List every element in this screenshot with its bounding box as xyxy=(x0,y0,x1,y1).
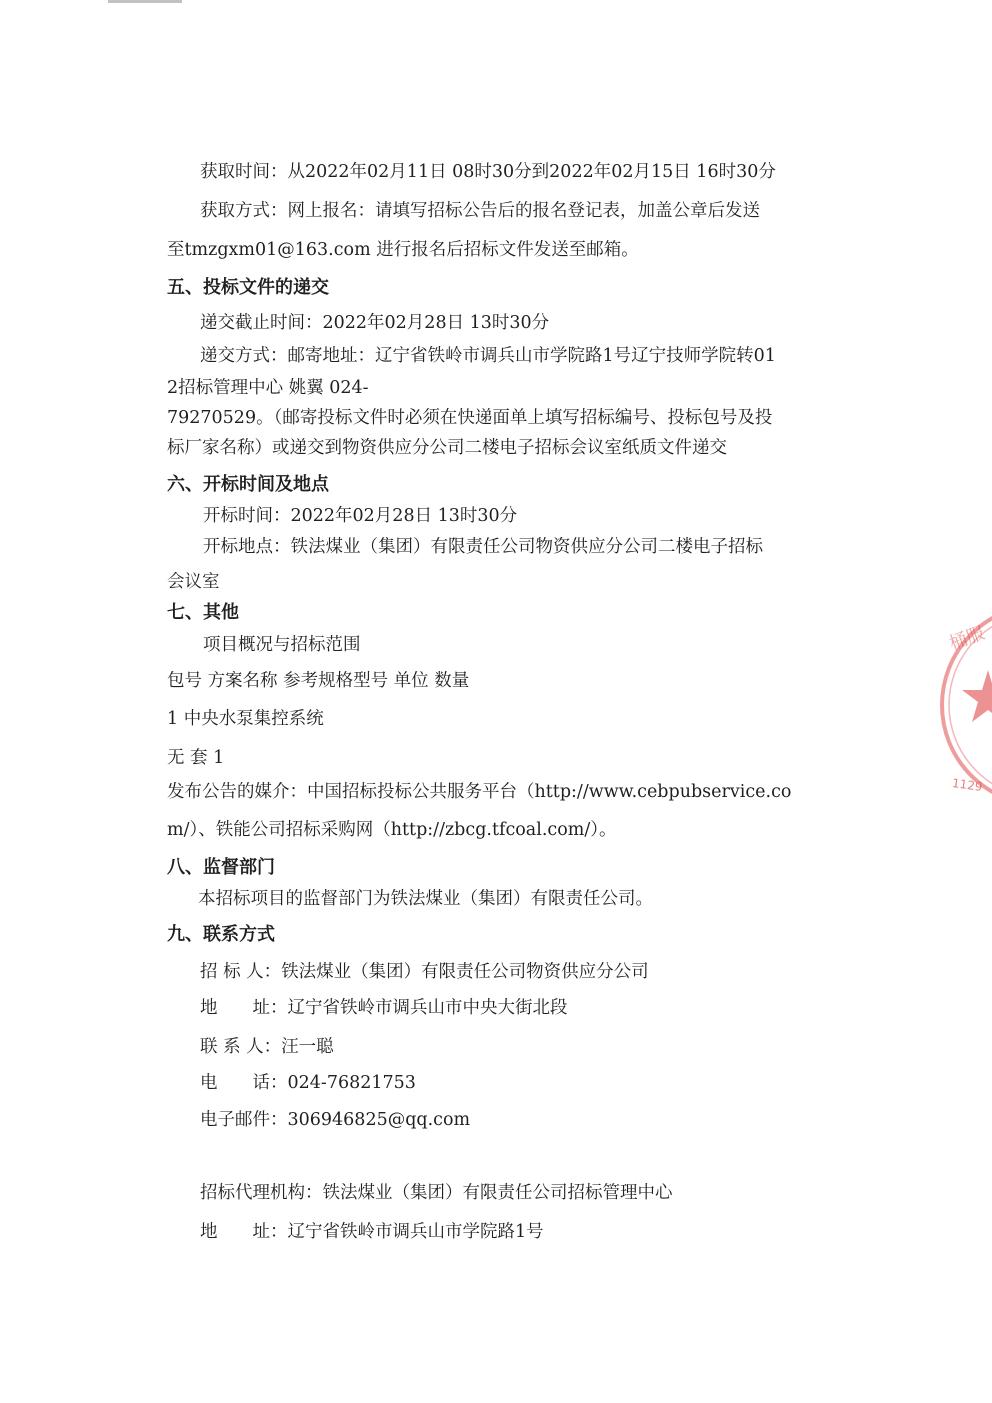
submission-method-line3: 79270529。（邮寄投标文件时必须在快递面单上填写招标编号、投标包号及投 xyxy=(167,408,773,428)
svg-text:桶服: 桶服 xyxy=(946,622,988,655)
address-row xyxy=(200,996,568,1020)
submission-method-line2: 2招标管理中心 姚翼 024- xyxy=(167,378,369,398)
agency-address-label: 地 址： xyxy=(200,1222,288,1242)
section-heading-contact: 九、联系方式 xyxy=(167,924,275,945)
section-heading-other: 七、其他 xyxy=(167,602,239,623)
package-row-2: 无 套 1 xyxy=(167,748,225,768)
acquire-method-line2: 至tmzgxm01@163.com 进行报名后招标文件发送至邮箱。 xyxy=(167,240,639,260)
media-line1: 发布公告的媒介：中国招标投标公共服务平台（http://www.cebpubservice.co xyxy=(167,782,792,802)
phone-row xyxy=(200,1071,416,1095)
agency-address-value: 辽宁省铁岭市调兵山市学院路1号 xyxy=(287,1222,544,1242)
section-heading-opening: 六、开标时间及地点 xyxy=(167,474,329,495)
opening-place-line2: 会议室 xyxy=(167,572,220,592)
section-heading-supervision: 八、监督部门 xyxy=(167,857,275,878)
submission-deadline: 递交截止时间：2022年02月28日 13时30分 xyxy=(200,313,550,333)
scan-artifact xyxy=(108,0,182,3)
tenderer-value: 铁法煤业（集团）有限责任公司物资供应分公司 xyxy=(281,962,649,982)
seal-number: 1129 xyxy=(951,775,984,795)
tenderer-row xyxy=(200,960,649,984)
submission-method-line1: 递交方式：邮寄地址：辽宁省铁岭市调兵山市学院路1号辽宁技师学院转01 xyxy=(200,346,776,366)
submission-method-line4: 标厂家名称）或递交到物资供应分公司二楼电子招标会议室纸质文件递交 xyxy=(167,438,727,458)
opening-place-line1: 开标地点：铁法煤业（集团）有限责任公司物资供应分公司二楼电子招标 xyxy=(203,537,763,557)
agency-address-row xyxy=(200,1220,544,1244)
contact-value: 汪一聪 xyxy=(281,1037,334,1057)
email-row xyxy=(200,1108,470,1132)
section-heading-submission: 五、投标文件的递交 xyxy=(167,277,329,298)
agency-label: 招标代理机构： xyxy=(200,1183,323,1203)
project-overview-label: 项目概况与招标范围 xyxy=(203,635,361,655)
acquire-method-line1: 获取方式：网上报名：请填写招标公告后的报名登记表，加盖公章后发送 xyxy=(200,201,760,221)
contact-label: 联 系 人： xyxy=(200,1037,282,1057)
package-table-header: 包号 方案名称 参考规格型号 单位 数量 xyxy=(167,671,470,691)
agency-row xyxy=(200,1181,673,1205)
acquire-time: 获取时间：从2022年02月11日 08时30分到2022年02月15日 16时30分 xyxy=(200,162,776,182)
supervision-text: 本招标项目的监督部门为铁法煤业（集团）有限责任公司。 xyxy=(198,889,653,909)
phone-label: 电 话： xyxy=(200,1073,288,1093)
opening-time: 开标时间：2022年02月28日 13时30分 xyxy=(203,506,518,526)
agency-value: 铁法煤业（集团）有限责任公司招标管理中心 xyxy=(322,1183,673,1203)
phone-value: 024-76821753 xyxy=(287,1073,416,1093)
package-row-1: 1 中央水泵集控系统 xyxy=(167,709,324,729)
tenderer-label: 招 标 人： xyxy=(200,962,282,982)
address-value: 辽宁省铁岭市调兵山市中央大街北段 xyxy=(287,998,568,1018)
address-label: 地 址： xyxy=(200,998,288,1018)
email-label: 电子邮件： xyxy=(200,1110,288,1130)
media-line2: m/）、铁能公司招标采购网（http://zbcg.tfcoal.com/）。 xyxy=(167,820,617,840)
contact-row xyxy=(200,1035,334,1059)
email-value: 306946825@qq.com xyxy=(287,1110,471,1130)
